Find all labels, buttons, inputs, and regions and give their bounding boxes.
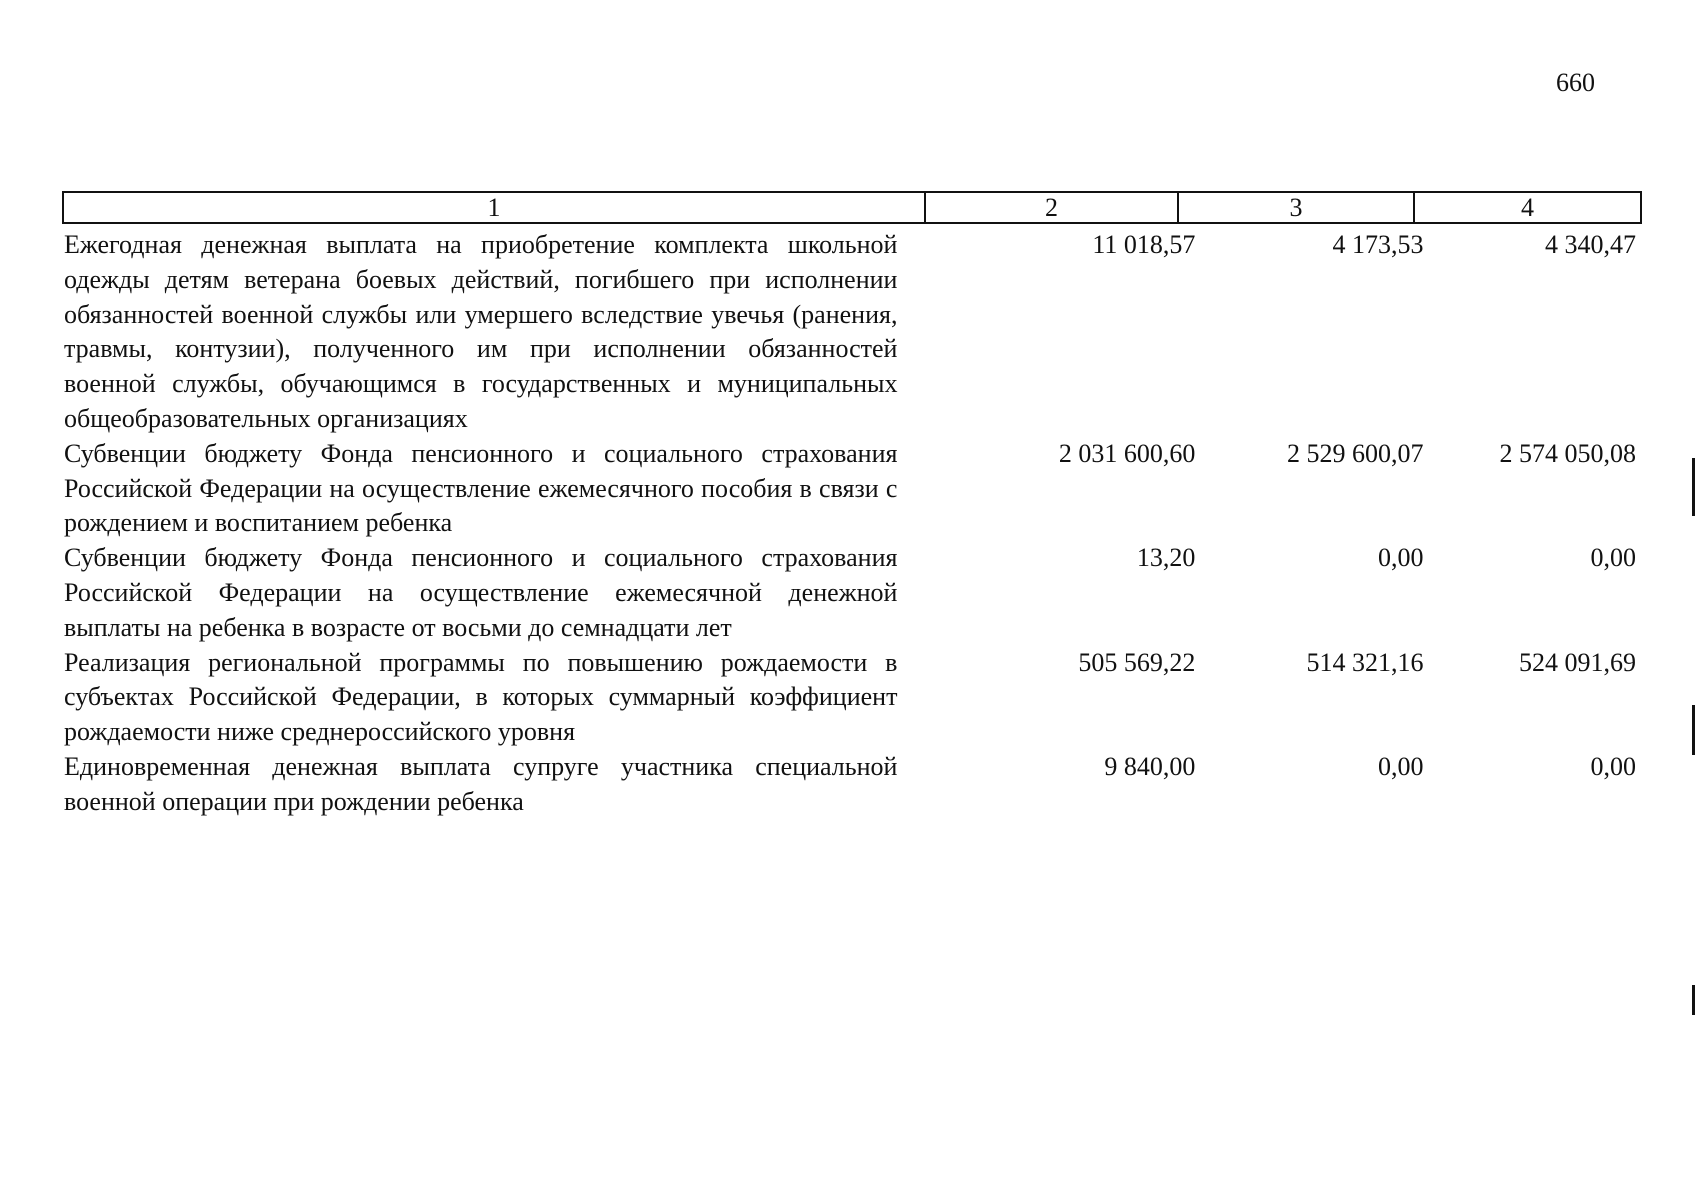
row-value-col-3: 514 321,16: [1306, 647, 1424, 677]
row-value-col-3: 2 529 600,07: [1286, 438, 1424, 468]
row-value-col-4: 0,00: [1590, 751, 1636, 781]
table-row: [64, 541, 1644, 645]
table-row: [64, 228, 1644, 437]
row-description: Субвенции бюджету Фонда пенсионного и социального страхования Российской Федерации на осуществление ежемесячного пособия в связи с рождением и воспитанием ребенка: [64, 438, 898, 538]
row-value-col-3: 0,00: [1377, 543, 1424, 573]
row-value-col-4: 524 091,69: [1519, 647, 1636, 677]
scan-edge-mark: [1692, 458, 1695, 516]
table-row: [64, 437, 1644, 541]
row-description: Ежегодная денежная выплата на приобретение комплекта школьной одежды детям ветерана боевых действий, погибшего при исполнении обязанностей военной службы или умершего вследствие увечья (ранения, травмы, контузии), полученного им при исполнении обязанностей военной службы, обучающимся в государственных и муниципальных общеобразовательных организациях: [64, 230, 898, 433]
table-header: [62, 191, 1642, 224]
table-row: [64, 646, 1644, 750]
page-number: 660: [1556, 68, 1595, 97]
row-value-col-2: 9 840,00: [1104, 751, 1196, 781]
row-value-col-2: 2 031 600,60: [1058, 438, 1196, 468]
header-col-2: 2: [926, 193, 1179, 222]
row-description: Субвенции бюджету Фонда пенсионного и социального страхования Российской Федерации на осуществление ежемесячной денежной выплаты на ребенка в возрасте от восьми до семнадцати лет: [64, 543, 898, 642]
row-description: Реализация региональной программы по повышению рождаемости в субъектах Российской Федерации, в которых суммарный коэффициент рождаемости ниже среднероссийского уровня: [64, 647, 898, 747]
header-col-3: 3: [1179, 193, 1415, 222]
table-body: [64, 228, 1644, 820]
table-row: [64, 750, 1644, 820]
row-value-col-4: 0,00: [1590, 543, 1636, 573]
row-value-col-3: 4 173,53: [1332, 230, 1424, 259]
header-col-1: 1: [64, 193, 926, 222]
row-value-col-4: 2 574 050,08: [1499, 438, 1636, 468]
row-value-col-2: 13,20: [1136, 543, 1196, 573]
row-description: Единовременная денежная выплата супруге участника специальной военной операции при рождении ребенка: [64, 751, 898, 816]
header-col-4: 4: [1521, 193, 1534, 222]
row-value-col-4: 4 340,47: [1545, 230, 1636, 259]
row-value-col-2: 505 569,22: [1078, 647, 1196, 677]
scan-edge-mark: [1692, 985, 1695, 1015]
scan-edge-mark: [1692, 705, 1695, 755]
row-value-col-2: 11 018,57: [1092, 230, 1196, 259]
row-value-col-3: 0,00: [1377, 751, 1424, 781]
